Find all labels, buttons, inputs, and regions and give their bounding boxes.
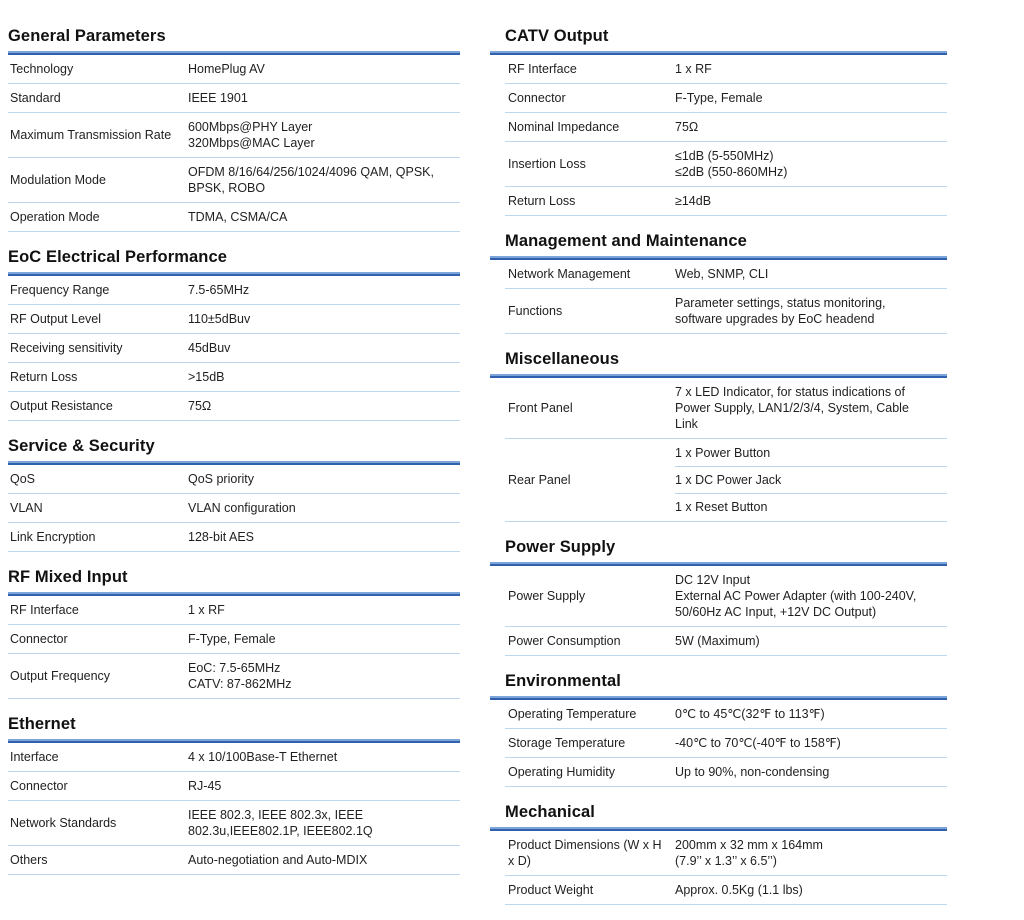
spec-value-line: IEEE 802.3, IEEE 802.3x, IEEE	[188, 808, 364, 822]
spec-value	[188, 471, 460, 487]
spec-label: Product Weight	[508, 883, 594, 897]
spec-label: Power Supply	[508, 589, 586, 603]
spec-row	[505, 289, 947, 334]
spec-label: Link Encryption	[10, 530, 96, 544]
spec-row	[8, 276, 460, 305]
spec-value	[188, 282, 460, 298]
section-rows	[505, 378, 947, 522]
spec-label: RF Output Level	[10, 312, 102, 326]
spec-value-line: ≤2dB (550-860MHz)	[675, 165, 788, 179]
spec-label: Network Management	[508, 267, 631, 281]
spec-row	[505, 187, 947, 216]
section-title: Management and Maintenance	[505, 232, 747, 250]
spec-value-item: 1 x Reset Button	[675, 493, 947, 515]
spec-value-line: 7.5-65MHz	[188, 283, 250, 297]
spec-value-line: F-Type, Female	[675, 91, 763, 105]
spec-label: Maximum Transmission Rate	[10, 128, 172, 142]
spec-value-line: External AC Power Adapter (with 100-240V,	[675, 589, 917, 603]
spec-value-line: BPSK, ROBO	[188, 181, 266, 195]
section-service-security	[8, 436, 460, 552]
spec-value-line: ≥14dB	[675, 194, 712, 208]
spec-value-line: 50/60Hz AC Input, +12V DC Output)	[675, 605, 877, 619]
spec-row	[505, 566, 947, 627]
spec-value-line: Parameter settings, status monitoring,	[675, 296, 886, 310]
spec-value-line: 0℃ to 45℃(32℉ to 113℉)	[675, 707, 825, 721]
spec-value-line: 320Mbps@MAC Layer	[188, 136, 315, 150]
spec-value	[675, 193, 947, 209]
spec-value	[675, 735, 947, 751]
section-rows	[8, 465, 460, 552]
spec-value	[188, 807, 460, 839]
spec-row	[8, 801, 460, 846]
spec-value-line: Auto-negotiation and Auto-MDIX	[188, 853, 368, 867]
spec-row	[8, 84, 460, 113]
spec-row	[8, 305, 460, 334]
spec-value-line: Approx. 0.5Kg (1.1 lbs)	[675, 883, 803, 897]
spec-row	[505, 627, 947, 656]
spec-value-line: ≤1dB (5-550MHz)	[675, 149, 774, 163]
spec-value-line: Up to 90%, non-condensing	[675, 765, 830, 779]
spec-value-line: 5W (Maximum)	[675, 634, 760, 648]
spec-value	[188, 209, 460, 225]
spec-row	[8, 743, 460, 772]
spec-value-line: 75Ω	[675, 120, 699, 134]
spec-row	[505, 142, 947, 187]
spec-label: Modulation Mode	[10, 173, 106, 187]
spec-value	[188, 61, 460, 77]
spec-row	[505, 84, 947, 113]
spec-value	[188, 340, 460, 356]
spec-value	[675, 572, 947, 620]
spec-value	[188, 529, 460, 545]
spec-value-line: 110±5dBuv	[188, 312, 251, 326]
spec-row	[8, 494, 460, 523]
spec-value-line: >15dB	[188, 370, 225, 384]
spec-label: Functions	[508, 304, 563, 318]
spec-value-item: 1 x DC Power Jack	[675, 466, 947, 493]
section-title: Environmental	[505, 672, 621, 690]
spec-value	[675, 384, 947, 432]
spec-value	[675, 764, 947, 780]
spec-label: Others	[10, 853, 48, 867]
spec-value	[188, 369, 460, 385]
spec-value	[675, 266, 947, 282]
section-title: Service & Security	[8, 437, 155, 455]
spec-value	[675, 633, 947, 649]
spec-value-line: 4 x 10/100Base-T Ethernet	[188, 750, 338, 764]
spec-row	[8, 523, 460, 552]
spec-value-line: 75Ω	[188, 399, 212, 413]
spec-value	[675, 61, 947, 77]
spec-value	[675, 837, 947, 869]
spec-row	[8, 465, 460, 494]
spec-row	[8, 654, 460, 699]
spec-value-line: 7 x LED Indicator, for status indications of	[675, 385, 905, 399]
spec-value-item: 1 x Power Button	[675, 446, 771, 460]
spec-label: Power Consumption	[508, 634, 621, 648]
spec-value	[675, 90, 947, 106]
spec-value	[675, 706, 947, 722]
spec-column-left	[8, 26, 460, 890]
spec-value-line: Link	[675, 417, 698, 431]
section-eoc-electrical-performance	[8, 247, 460, 421]
spec-value-line: 45dBuv	[188, 341, 231, 355]
section-title: EoC Electrical Performance	[8, 248, 228, 266]
spec-value-line: -40℃ to 70℃(-40℉ to 158℉)	[675, 736, 841, 750]
spec-label: Operation Mode	[10, 210, 100, 224]
spec-value-line: software upgrades by EoC headend	[675, 312, 875, 326]
section-rf-mixed-input	[8, 567, 460, 699]
spec-row	[505, 729, 947, 758]
spec-label: Operating Humidity	[508, 765, 615, 779]
spec-value	[188, 119, 460, 151]
spec-label: Storage Temperature	[508, 736, 626, 750]
spec-value-line: TDMA, CSMA/CA	[188, 210, 288, 224]
section-ethernet	[8, 714, 460, 875]
spec-value-line: EoC: 7.5-65MHz	[188, 661, 281, 675]
section-rows	[8, 743, 460, 875]
section-title: Mechanical	[505, 803, 595, 821]
spec-value-line: Web, SNMP, CLI	[675, 267, 769, 281]
spec-value	[188, 602, 460, 618]
spec-label: Interface	[10, 750, 59, 764]
spec-value-line: IEEE 1901	[188, 91, 248, 105]
spec-label: Connector	[10, 779, 68, 793]
spec-label: Receiving sensitivity	[10, 341, 123, 355]
spec-label: Return Loss	[10, 370, 78, 384]
spec-value-line: VLAN configuration	[188, 501, 296, 515]
spec-label: Output Resistance	[10, 399, 113, 413]
spec-label: RF Interface	[508, 62, 577, 76]
spec-row	[505, 758, 947, 787]
spec-label: Connector	[508, 91, 566, 105]
spec-row	[8, 392, 460, 421]
spec-value	[188, 749, 460, 765]
section-title: General Parameters	[8, 27, 166, 45]
section-management-and-maintenance	[490, 231, 947, 334]
section-catv-output	[490, 26, 947, 216]
spec-row	[8, 772, 460, 801]
section-title: Power Supply	[505, 538, 616, 556]
spec-label: RF Interface	[10, 603, 79, 617]
spec-row	[505, 55, 947, 84]
spec-value	[188, 311, 460, 327]
spec-value	[188, 778, 460, 794]
spec-label: Frequency Range	[10, 283, 110, 297]
spec-value	[188, 164, 460, 196]
spec-column-right	[490, 26, 947, 920]
section-rows	[8, 596, 460, 699]
spec-value-line: 1 x RF	[675, 62, 712, 76]
spec-row	[505, 378, 947, 439]
spec-value-line: 600Mbps@PHY Layer	[188, 120, 313, 134]
spec-label: Connector	[10, 632, 68, 646]
section-rows	[505, 831, 947, 905]
spec-label: Technology	[10, 62, 74, 76]
spec-value-line: HomePlug AV	[188, 62, 265, 76]
spec-label: Nominal Impedance	[508, 120, 620, 134]
spec-row	[8, 625, 460, 654]
spec-value	[188, 852, 460, 868]
spec-value-line: 200mm x 32 mm x 164mm	[675, 838, 823, 852]
spec-row	[505, 700, 947, 729]
spec-row	[8, 55, 460, 84]
spec-row	[505, 113, 947, 142]
spec-value	[188, 90, 460, 106]
section-title: Ethernet	[8, 715, 76, 733]
spec-value-line: (7.9’’ x 1.3’’ x 6.5’’)	[675, 854, 777, 868]
spec-value-line: CATV: 87-862MHz	[188, 677, 292, 691]
spec-value-line: RJ-45	[188, 779, 222, 793]
spec-value-line: 1 x RF	[188, 603, 225, 617]
spec-value	[675, 882, 947, 898]
spec-value	[675, 148, 947, 180]
section-rows	[505, 55, 947, 216]
spec-value	[188, 660, 460, 692]
section-title: Miscellaneous	[505, 350, 620, 368]
spec-value-line: F-Type, Female	[188, 632, 276, 646]
section-miscellaneous	[490, 349, 947, 522]
section-environmental	[490, 671, 947, 787]
spec-label: VLAN	[10, 501, 43, 515]
section-rows	[505, 566, 947, 656]
spec-row	[505, 439, 947, 522]
spec-value	[675, 445, 947, 515]
spec-row	[8, 113, 460, 158]
spec-row	[8, 846, 460, 875]
spec-value-line: Power Supply, LAN1/2/3/4, System, Cable	[675, 401, 909, 415]
section-rows	[8, 55, 460, 232]
section-title: CATV Output	[505, 27, 609, 45]
spec-row	[8, 596, 460, 625]
spec-label: Insertion Loss	[508, 157, 586, 171]
spec-label: Rear Panel	[508, 473, 571, 487]
spec-row	[505, 876, 947, 905]
spec-value-line: DC 12V Input	[675, 573, 751, 587]
section-rows	[505, 700, 947, 787]
spec-row	[8, 363, 460, 392]
spec-row	[505, 260, 947, 289]
spec-label: Output Frequency	[10, 669, 111, 683]
spec-label: Product Dimensions (W x H x D)	[508, 838, 662, 868]
spec-value-line: 802.3u,IEEE802.1P, IEEE802.1Q	[188, 824, 373, 838]
section-rows	[8, 276, 460, 421]
section-general-parameters	[8, 26, 460, 232]
spec-value-line: OFDM 8/16/64/256/1024/4096 QAM, QPSK,	[188, 165, 434, 179]
spec-value-line: QoS priority	[188, 472, 254, 486]
section-title: RF Mixed Input	[8, 568, 128, 586]
spec-value	[188, 398, 460, 414]
spec-label: QoS	[10, 472, 36, 486]
section-rows	[505, 260, 947, 334]
spec-row	[8, 158, 460, 203]
spec-row	[8, 203, 460, 232]
spec-value	[675, 119, 947, 135]
spec-value	[188, 500, 460, 516]
spec-label: Operating Temperature	[508, 707, 637, 721]
spec-value	[188, 631, 460, 647]
spec-row	[505, 831, 947, 876]
spec-label: Return Loss	[508, 194, 576, 208]
section-power-supply	[490, 537, 947, 656]
spec-label: Network Standards	[10, 816, 117, 830]
section-mechanical	[490, 802, 947, 905]
spec-value-line: 128-bit AES	[188, 530, 255, 544]
spec-row	[8, 334, 460, 363]
spec-value	[675, 295, 947, 327]
spec-label: Standard	[10, 91, 61, 105]
spec-label: Front Panel	[508, 401, 573, 415]
